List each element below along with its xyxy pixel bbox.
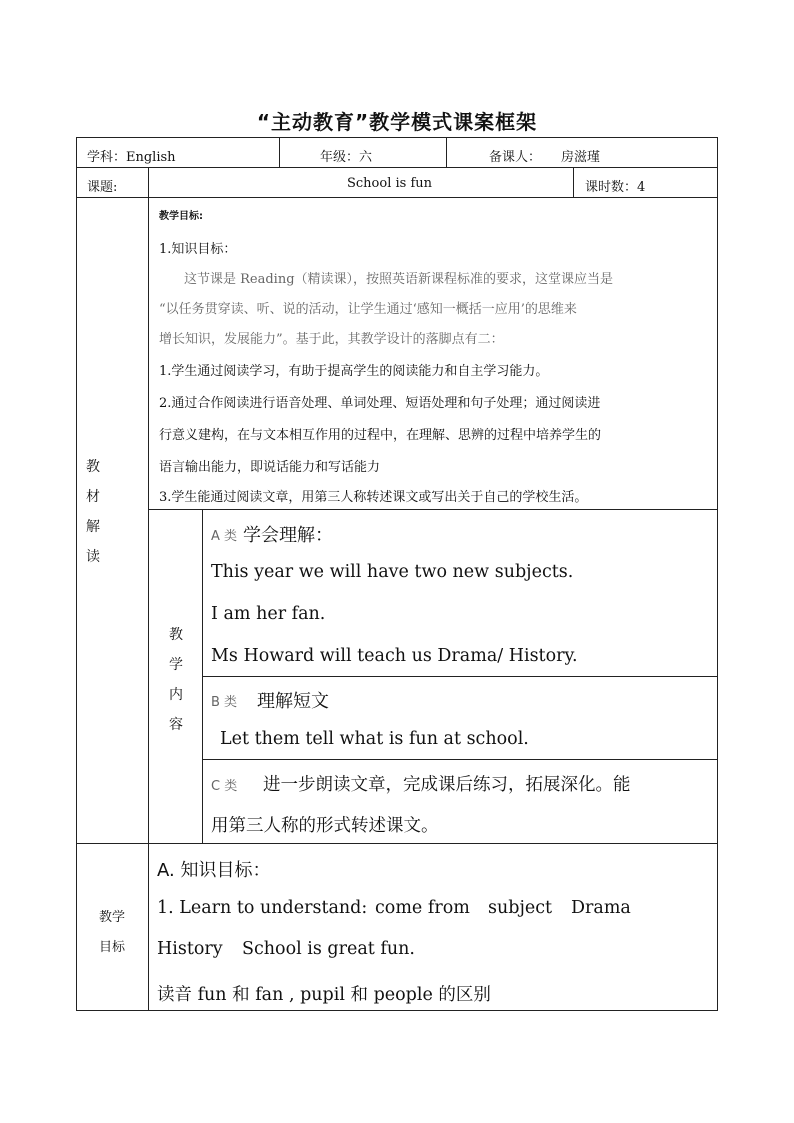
a-title: 学会理解：: [243, 525, 333, 546]
goal-item-3: 3.学生能通过阅读文章，用第三人称转述课文或写出关于自己的学校生活。: [159, 490, 588, 505]
c-tag: C 类: [211, 779, 238, 794]
grade-cell: [279, 137, 447, 168]
a-line2: I am her fan.: [211, 604, 326, 624]
teaching-goals-cell: [148, 197, 718, 510]
goal-item-2-line3: 语言输出能力，即说话能力和写话能力: [159, 460, 381, 475]
goal1-heading: 1.知识目标：: [159, 242, 237, 257]
goals-line1-part3: subject: [488, 898, 553, 918]
topic-value: School is fun: [347, 176, 433, 191]
grade-label: 年级：六: [320, 150, 373, 165]
preparer-name: 房滋瑾: [561, 150, 601, 165]
a-tag: A 类: [211, 529, 238, 544]
goals-side-cell: [76, 843, 149, 1011]
preparer-cell: [446, 137, 718, 168]
goal-item-2-line1: 2.通过合作阅读进行语音处理、单词处理、短语处理和句子处理；通过阅读进: [159, 396, 601, 411]
b-title: 理解短文: [257, 691, 329, 712]
a-line1: This year we will have two new subjects.: [211, 562, 574, 582]
c-title: 进一步朗读文章，完成课后练习，拓展深化。能: [263, 775, 631, 795]
topic-label-cell: [76, 167, 149, 198]
goal-item-1: 1.学生通过阅读学习，有助于提高学生的阅读能力和自主学习能力。: [159, 364, 549, 379]
goal-item-2-line2: 行意义建构，在与文本相互作用的过程中，在理解、思辨的过程中培养学生的: [159, 428, 602, 443]
topic-value-cell: [148, 167, 574, 198]
goals-line1-part2: come from: [375, 898, 470, 918]
c-line2: 用第三人称的形式转述课文。: [211, 816, 439, 836]
goal-paragraph-line1: 这节课是 Reading（精读课），按照英语新课程标准的要求，这堂课应当是: [184, 272, 614, 287]
preparer-label: 备课人：: [489, 150, 542, 165]
b-tag: B 类: [211, 695, 238, 710]
goals-line1-part1: 1. Learn to understand:: [157, 898, 368, 918]
goals-content-cell: [148, 843, 718, 1011]
hours-label: 课时数：4: [585, 180, 646, 195]
goal-paragraph-line2: “以任务贯穿读、听、说的活动，让学生通过‘感知一概括一应用’的思维来: [159, 302, 577, 317]
content-side-label: 教 学 内 容: [169, 627, 183, 733]
content-c-cell: [202, 759, 718, 844]
subject-cell: [76, 137, 280, 168]
goals-side-label-2: 目标: [99, 940, 126, 955]
goals-side-label-1: 教学: [99, 910, 126, 925]
goals-heading: 教学目标:: [159, 211, 203, 222]
page-title: “主动教育”教学模式课案框架: [256, 110, 538, 134]
b-line1: Let them tell what is fun at school.: [220, 729, 529, 749]
content-side-cell: [148, 509, 203, 844]
material-side-label: 教 材 解 读: [86, 459, 100, 565]
material-side-cell: [76, 197, 149, 844]
subject-label: 学科：English: [87, 150, 176, 165]
a-line3: Ms Howard will teach us Drama/ History.: [211, 646, 578, 666]
hours-cell: [573, 167, 718, 198]
goal-paragraph-line3: 增长知识，发展能力”。基于此，其教学设计的落脚点有二：: [159, 332, 504, 347]
goals-line1-part4: Drama: [571, 898, 631, 918]
goals-line2-part1: History: [157, 939, 223, 959]
goals-line2-part2: School is great fun.: [242, 939, 415, 959]
goals-line3: 读音 fun 和 fan , pupil 和 people 的区别: [157, 985, 491, 1005]
content-a-cell: [202, 509, 718, 677]
topic-label: 课题:: [87, 180, 118, 195]
goals-heading: A. 知识目标：: [157, 860, 271, 881]
content-b-cell: [202, 676, 718, 760]
